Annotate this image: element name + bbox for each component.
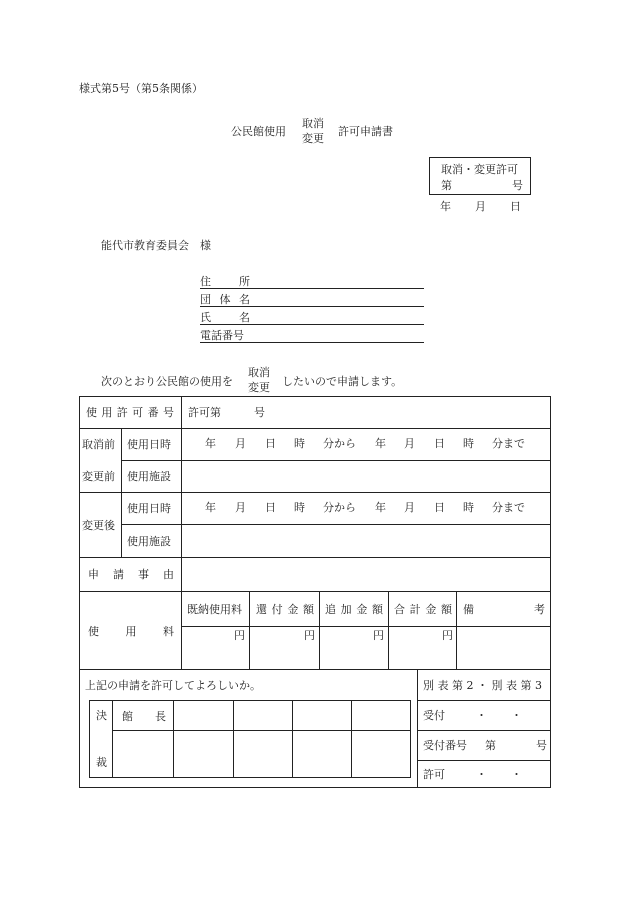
approval-question: 上記の申請を許可してよろしいか。 — [85, 679, 261, 692]
permission-label: 許可 — [423, 768, 445, 781]
fee-header-additional: 追 加 金 額 — [325, 603, 383, 616]
title-right: 許可申請書 — [338, 125, 393, 138]
name-label: 氏 名 — [200, 311, 250, 324]
before-label-cancel: 取消前 — [82, 438, 115, 451]
group-field[interactable] — [200, 306, 424, 307]
title-left: 公民館使用 — [231, 125, 286, 138]
phone-label: 電話番号 — [200, 329, 244, 342]
intro-option-cancel: 取消 — [248, 366, 270, 379]
after-facility-field[interactable] — [182, 525, 551, 557]
name-field[interactable] — [200, 324, 424, 325]
decision-label-top: 決 — [96, 709, 107, 722]
fee-note-field[interactable] — [457, 627, 551, 669]
before-facility-label: 使用施設 — [127, 470, 171, 483]
before-datetime-label: 使用日時 — [127, 438, 171, 451]
fee-label: 使 用 料 — [88, 625, 174, 638]
phone-field[interactable] — [200, 342, 424, 343]
intro-option-change: 変更 — [248, 381, 270, 394]
permit-date-day: 日 — [510, 200, 521, 213]
yen-unit: 円 — [234, 629, 245, 642]
permission-dot: ・ — [476, 768, 487, 781]
yen-unit: 円 — [442, 629, 453, 642]
group-label: 団 体 名 — [200, 293, 250, 306]
permit-box-prefix: 第 — [441, 179, 452, 192]
address-field[interactable] — [200, 288, 424, 289]
intro-before: 次のとおり公民館の使用を — [101, 375, 233, 388]
permit-date-month: 月 — [475, 200, 486, 213]
yen-unit: 円 — [373, 629, 384, 642]
permission-dot: ・ — [511, 768, 522, 781]
intro-after: したいので申請します。 — [282, 375, 403, 388]
decision-label-bottom: 裁 — [96, 756, 107, 769]
address-label: 住 所 — [200, 275, 250, 288]
title-option-cancel: 取消 — [302, 117, 324, 130]
director-label: 館 長 — [122, 710, 166, 723]
fee-header-paid: 既納使用料 — [187, 603, 242, 616]
yen-unit: 円 — [304, 629, 315, 642]
permit-box-suffix: 号 — [512, 179, 523, 192]
receipt-no-prefix: 第 — [485, 739, 496, 752]
fee-header-note: 備 考 — [463, 603, 545, 616]
fee-header-refund: 還 付 金 額 — [256, 603, 314, 616]
title-option-change: 変更 — [302, 132, 324, 145]
receipt-no-label: 受付番号 — [423, 739, 467, 752]
fee-header-total: 合 計 金 額 — [394, 603, 452, 616]
after-facility-label: 使用施設 — [127, 535, 171, 548]
permit-no-label: 使 用 許 可 番 号 — [86, 406, 174, 419]
form-number: 様式第5号（第5条関係） — [79, 82, 203, 95]
after-label: 変更後 — [82, 519, 115, 532]
before-facility-field[interactable] — [182, 461, 551, 492]
after-datetime-label: 使用日時 — [127, 502, 171, 515]
received-label: 受付 — [423, 709, 445, 722]
addressee: 能代市教育委員会 様 — [101, 239, 211, 252]
reason-field[interactable] — [182, 558, 551, 591]
permit-no-value[interactable]: 許可第 号 — [188, 406, 265, 419]
before-label-change: 変更前 — [82, 470, 115, 483]
reason-label: 申 請 事 由 — [88, 568, 174, 581]
received-dot: ・ — [476, 709, 487, 722]
table-reference: 別 表 第 2 ・ 別 表 第 3 — [423, 679, 542, 692]
permit-box-title: 取消・変更許可 — [441, 163, 518, 176]
permit-date-year: 年 — [440, 200, 451, 213]
received-dot: ・ — [511, 709, 522, 722]
receipt-no-suffix: 号 — [536, 739, 547, 752]
